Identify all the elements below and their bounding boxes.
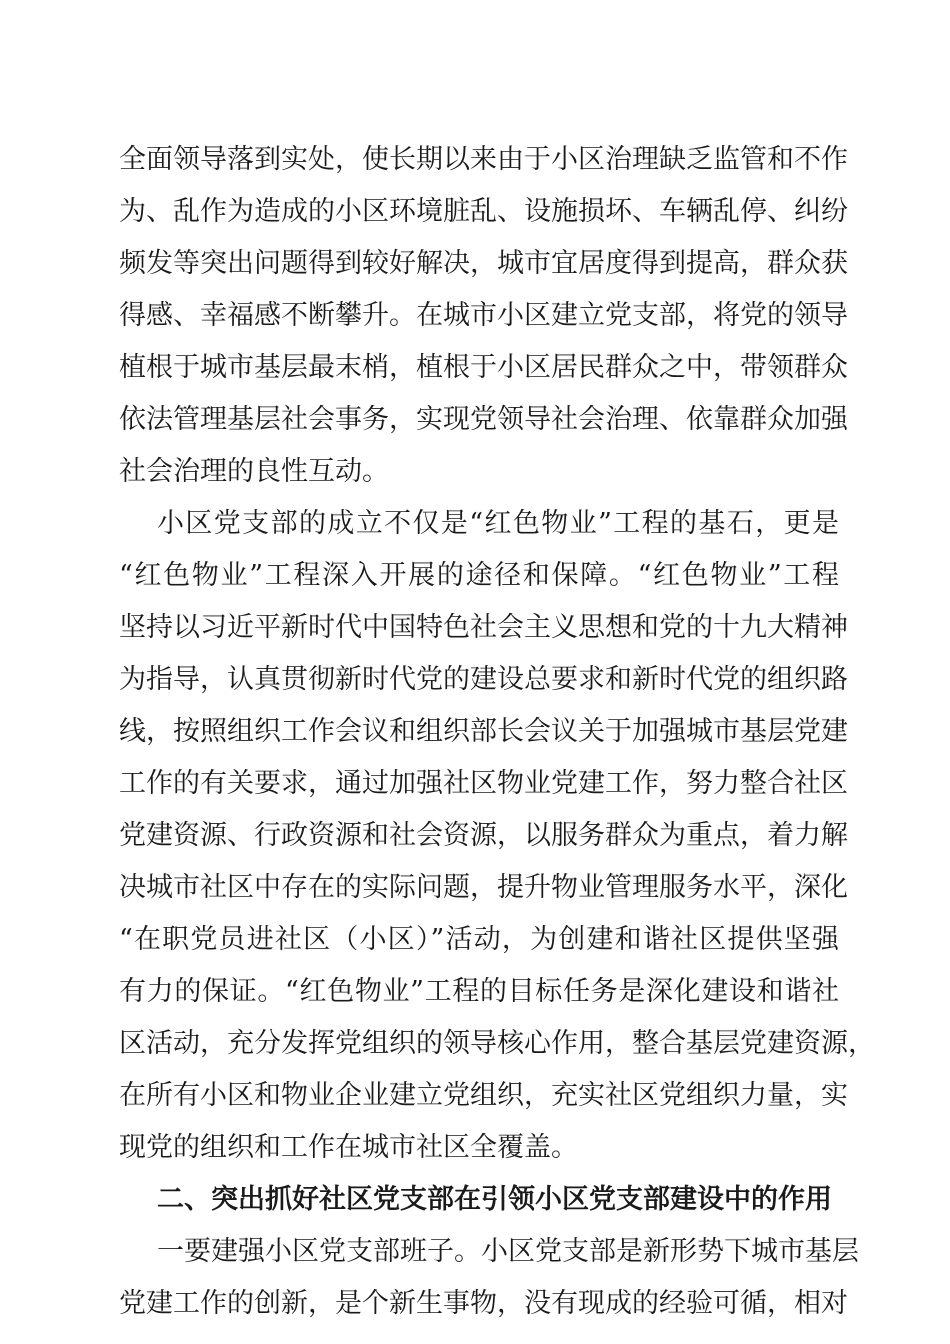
paragraph-line: 植根于城市基层最末梢，植根于小区居民群众之中，带领群众 (119, 352, 848, 383)
paragraph-line: 有力的保证。“红色物业”工程的目标任务是深化建设和谐社 (119, 976, 839, 1007)
section-heading: 二、突出抓好社区党支部在引领小区党支部建设中的作用 (157, 1184, 832, 1215)
paragraph-line: 决城市社区中存在的实际问题，提升物业管理服务水平，深化 (119, 872, 848, 903)
paragraph-line: “红色物业”工程深入开展的途径和保障。“红色物业”工程 (119, 560, 839, 591)
paragraph-line: 为、乱作为造成的小区环境脏乱、设施损坏、车辆乱停、纠纷 (119, 196, 848, 227)
paragraph-line: 小区党支部的成立不仅是“红色物业”工程的基石，更是 (157, 508, 839, 539)
paragraph-line: 依法管理基层社会事务，实现党领导社会治理、依靠群众加强 (119, 404, 848, 435)
paragraph-line: 为指导，认真贯彻新时代党的建设总要求和新时代党的组织路 (119, 664, 848, 695)
paragraph-line: 线，按照组织工作会议和组织部长会议关于加强城市基层党建 (119, 716, 848, 747)
paragraph-line: 全面领导落到实处，使长期以来由于小区治理缺乏监管和不作 (119, 144, 848, 175)
paragraph-line: 一要建强小区党支部班子。小区党支部是新形势下城市基层 (157, 1236, 859, 1267)
paragraph-line: 现党的组织和工作在城市社区全覆盖。 (119, 1132, 578, 1163)
paragraph-line: 区活动，充分发挥党组织的领导核心作用，整合基层党建资源， (119, 1028, 875, 1059)
paragraph-line: 坚持以习近平新时代中国特色社会主义思想和党的十九大精神 (119, 612, 848, 643)
paragraph-line: “在职党员进社区（小区）”活动，为创建和谐社区提供坚强 (119, 924, 839, 955)
paragraph-line: 党建工作的创新，是个新生事物，没有现成的经验可循，相对 (119, 1288, 848, 1319)
paragraph-line: 得感、幸福感不断攀升。在城市小区建立党支部，将党的领导 (119, 300, 848, 331)
paragraph-line: 党建资源、行政资源和社会资源，以服务群众为重点，着力解 (119, 820, 848, 851)
paragraph-line: 频发等突出问题得到较好解决，城市宜居度得到提高，群众获 (119, 248, 848, 279)
paragraph-line: 在所有小区和物业企业建立党组织，充实社区党组织力量，实 (119, 1080, 848, 1111)
paragraph-line: 社会治理的良性互动。 (119, 456, 389, 487)
paragraph-line: 工作的有关要求，通过加强社区物业党建工作，努力整合社区 (119, 768, 848, 799)
